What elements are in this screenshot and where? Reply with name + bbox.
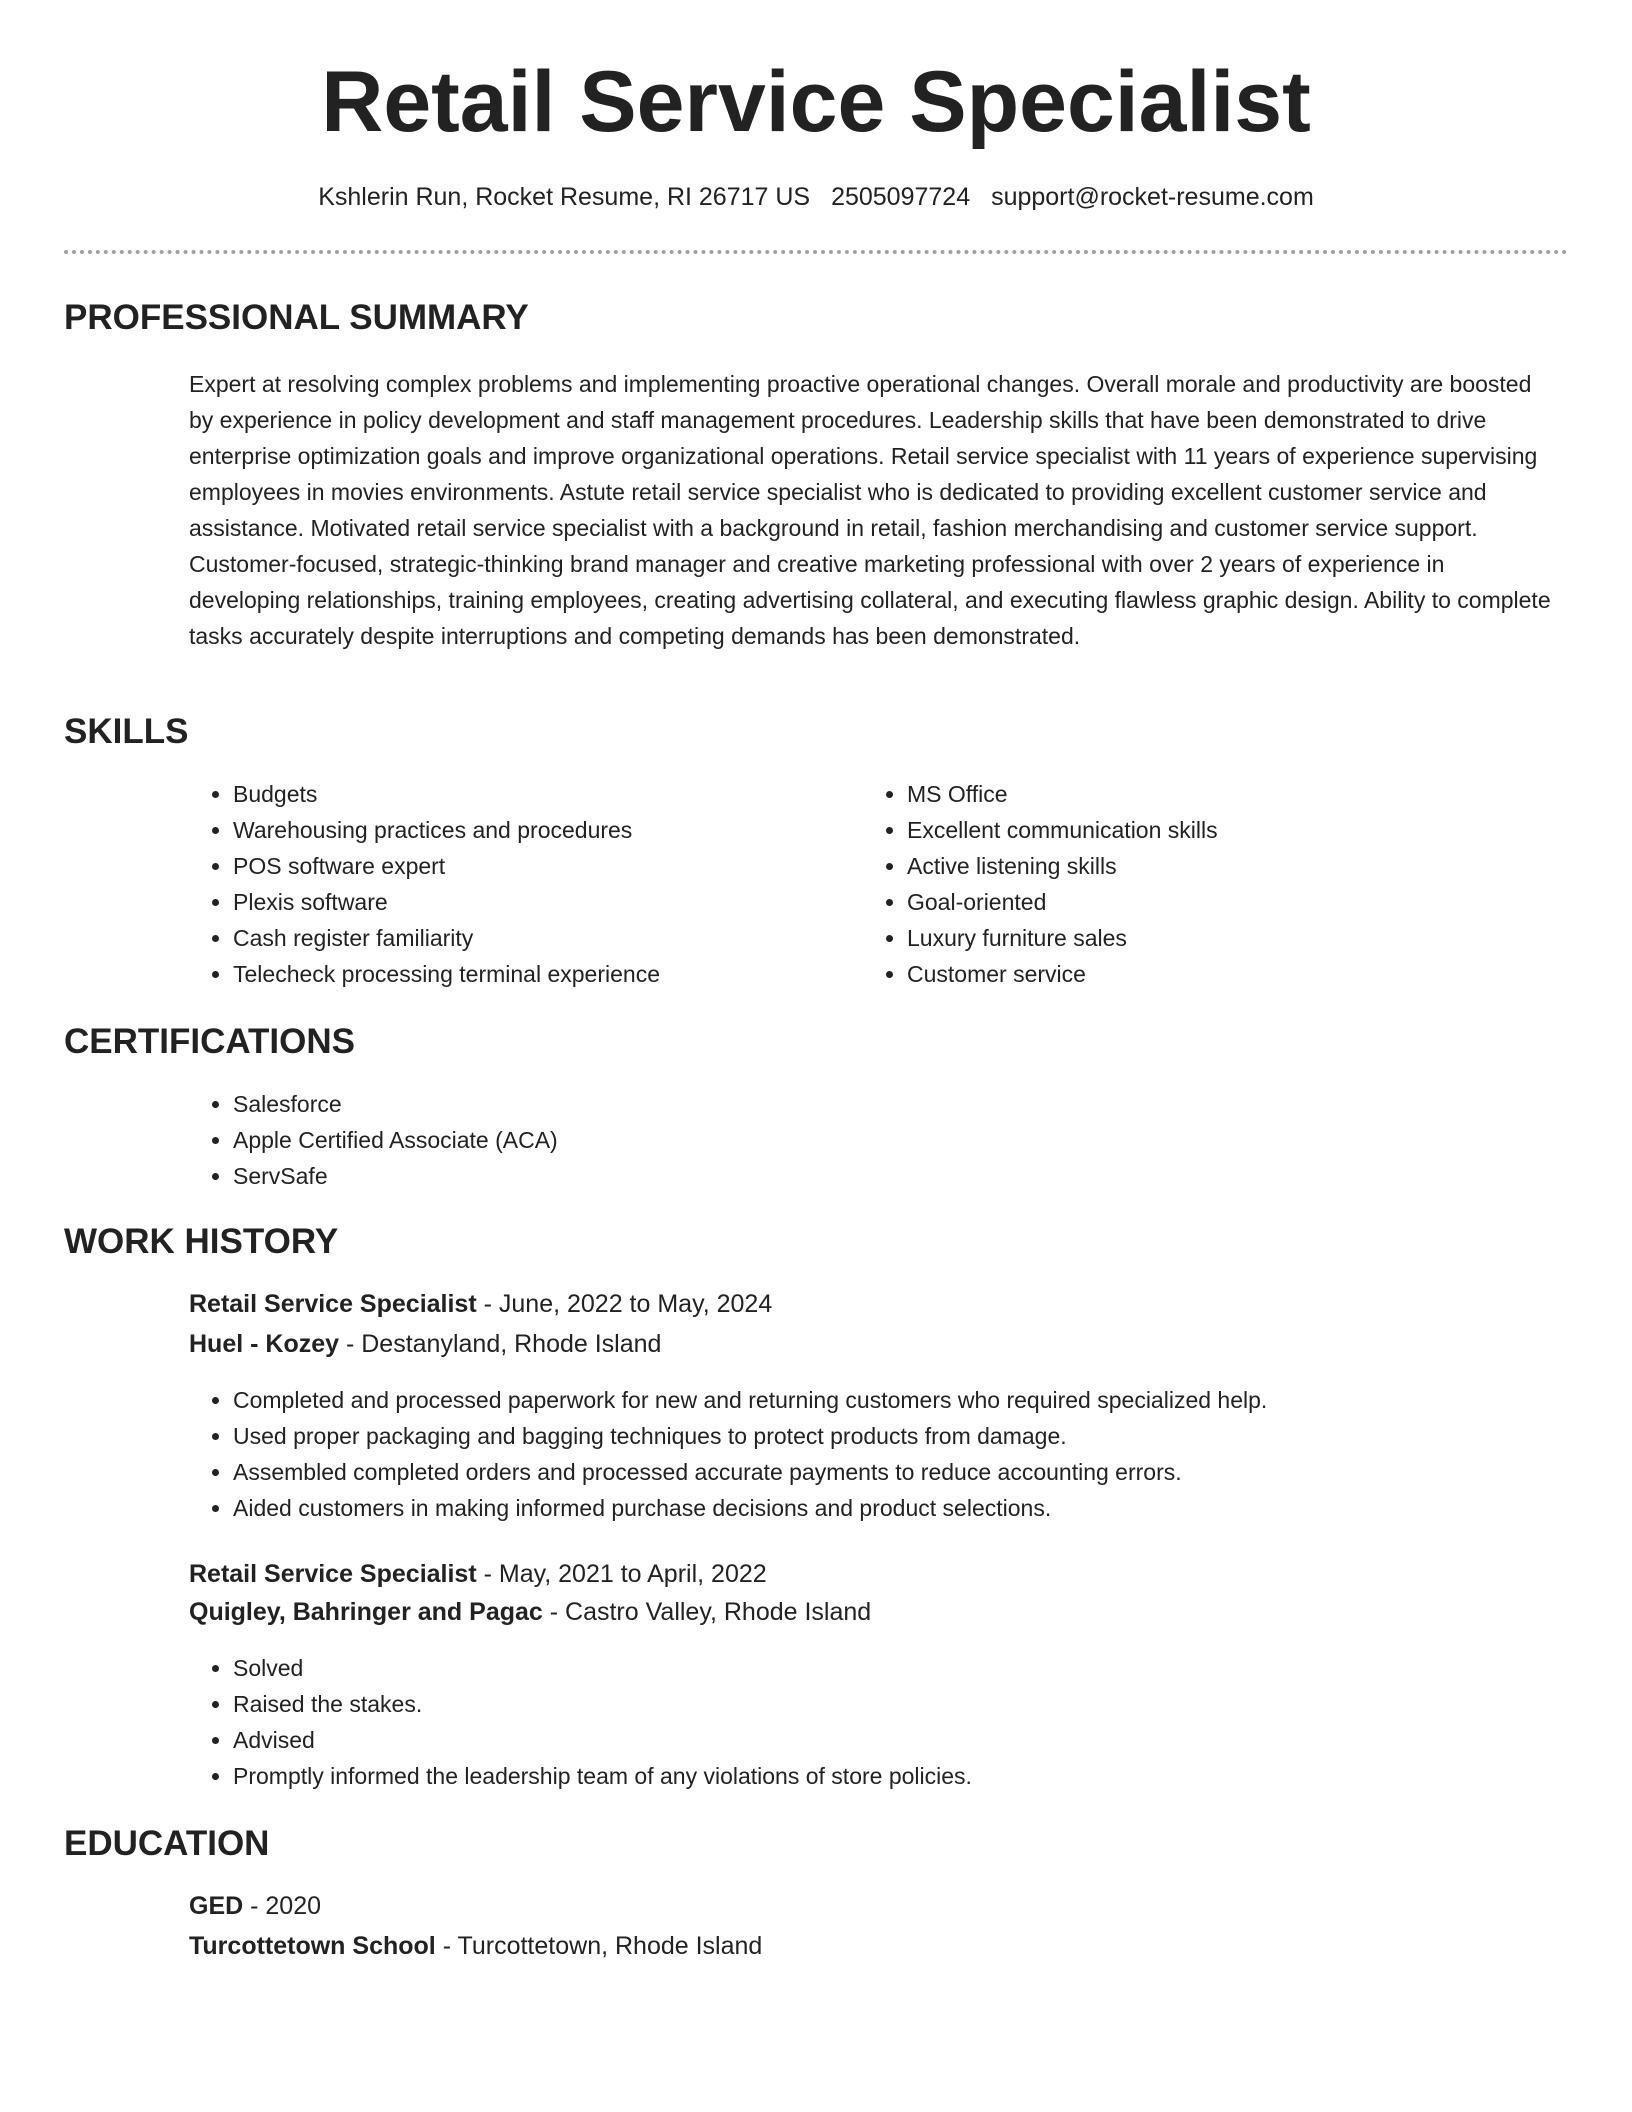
list-item: • POS software expert xyxy=(233,848,853,884)
section-title-work-history: WORK HISTORY xyxy=(64,1222,339,1261)
candidate-name: Retail Service Specialist xyxy=(321,54,1311,150)
job-title: Retail Service Specialist xyxy=(189,1290,477,1318)
list-item: • Cash register familiarity xyxy=(233,920,853,956)
education-school: Turcottetown School xyxy=(189,1932,436,1960)
list-item: • Excellent communication skills xyxy=(907,812,1527,848)
job-company-line xyxy=(189,1326,661,1362)
job-title-line xyxy=(189,1286,772,1322)
certifications-list xyxy=(189,1086,1533,1194)
job-bullets xyxy=(189,1650,1573,1794)
list-item: • MS Office xyxy=(907,776,1527,812)
education-location: - Turcottetown, Rhode Island xyxy=(435,1932,763,1960)
education-degree-line xyxy=(189,1888,321,1924)
education-year: - 2020 xyxy=(243,1892,322,1920)
job-location: - Castro Valley, Rhode Island xyxy=(542,1598,872,1626)
list-item: • Used proper packaging and bagging techniques to protect products from damage. xyxy=(233,1418,1573,1454)
contact-address: Kshlerin Run, Rocket Resume, RI 26717 US xyxy=(318,183,811,211)
list-item: • Completed and processed paperwork for new and returning customers who required specialized help. xyxy=(233,1382,1573,1418)
list-item: • Salesforce xyxy=(233,1086,1533,1122)
contact-phone: 2505097724 xyxy=(831,183,971,211)
job-company-line xyxy=(189,1594,871,1630)
job-bullets xyxy=(189,1382,1573,1526)
education-degree: GED xyxy=(189,1892,244,1920)
list-item: • Raised the stakes. xyxy=(233,1686,1573,1722)
contact-email: support@rocket-resume.com xyxy=(991,183,1314,211)
list-item: • Promptly informed the leadership team of any violations of store policies. xyxy=(233,1758,1573,1794)
skills-list-left xyxy=(189,776,853,992)
list-item: • Budgets xyxy=(233,776,853,812)
list-item: • Assembled completed orders and processed accurate payments to reduce accounting errors. xyxy=(233,1454,1573,1490)
job-dates: - June, 2022 to May, 2024 xyxy=(476,1290,773,1318)
list-item: • Customer service xyxy=(907,956,1527,992)
list-item: • Plexis software xyxy=(233,884,853,920)
list-item: • Goal-oriented xyxy=(907,884,1527,920)
section-title-skills: SKILLS xyxy=(64,712,189,751)
education-school-line xyxy=(189,1928,762,1964)
section-title-certifications: CERTIFICATIONS xyxy=(64,1022,356,1061)
section-title-summary: PROFESSIONAL SUMMARY xyxy=(64,298,529,337)
skills-list-right xyxy=(863,776,1527,992)
list-item: • Solved xyxy=(233,1650,1573,1686)
job-company: Quigley, Bahringer and Pagac xyxy=(189,1598,543,1626)
list-item: • ServSafe xyxy=(233,1158,1533,1194)
section-title-education: EDUCATION xyxy=(64,1824,270,1863)
job-location: - Destanyland, Rhode Island xyxy=(339,1330,662,1358)
list-item: • Luxury furniture sales xyxy=(907,920,1527,956)
list-item: • Warehousing practices and procedures xyxy=(233,812,853,848)
summary-text: Expert at resolving complex problems and implementing proactive operational changes. Overall morale and productivity are boosted by experience in policy development and staff management procedures. Leadership skills that have been demonstrated to drive enterprise optimization goals and improve organizational operations. Retail service specialist with 11 years of experience supervising employees in movies environments. Astute retail service specialist who is dedicated to providing excellent customer service and assistance. Motivated retail service specialist with a background in retail, fashion merchandising and customer service support. Customer-focused, strategic-thinking brand manager and creative marketing professional with over 2 years of experience in developing relationships, training employees, creating advertising collateral, and executing flawless graphic design. Ability to complete tasks accurately despite interruptions and competing demands has been demonstrated. xyxy=(189,371,1551,649)
contact-line xyxy=(0,180,1632,214)
job-dates: - May, 2021 to April, 2022 xyxy=(476,1560,767,1588)
list-item: • Active listening skills xyxy=(907,848,1527,884)
header-divider xyxy=(64,250,1568,254)
list-item: • Aided customers in making informed purchase decisions and product selections. xyxy=(233,1490,1573,1526)
list-item: • Apple Certified Associate (ACA) xyxy=(233,1122,1533,1158)
job-title-line xyxy=(189,1556,767,1592)
job-title: Retail Service Specialist xyxy=(189,1560,477,1588)
list-item: • Telecheck processing terminal experience xyxy=(233,956,853,992)
job-company: Huel - Kozey xyxy=(189,1330,340,1358)
list-item: • Advised xyxy=(233,1722,1573,1758)
